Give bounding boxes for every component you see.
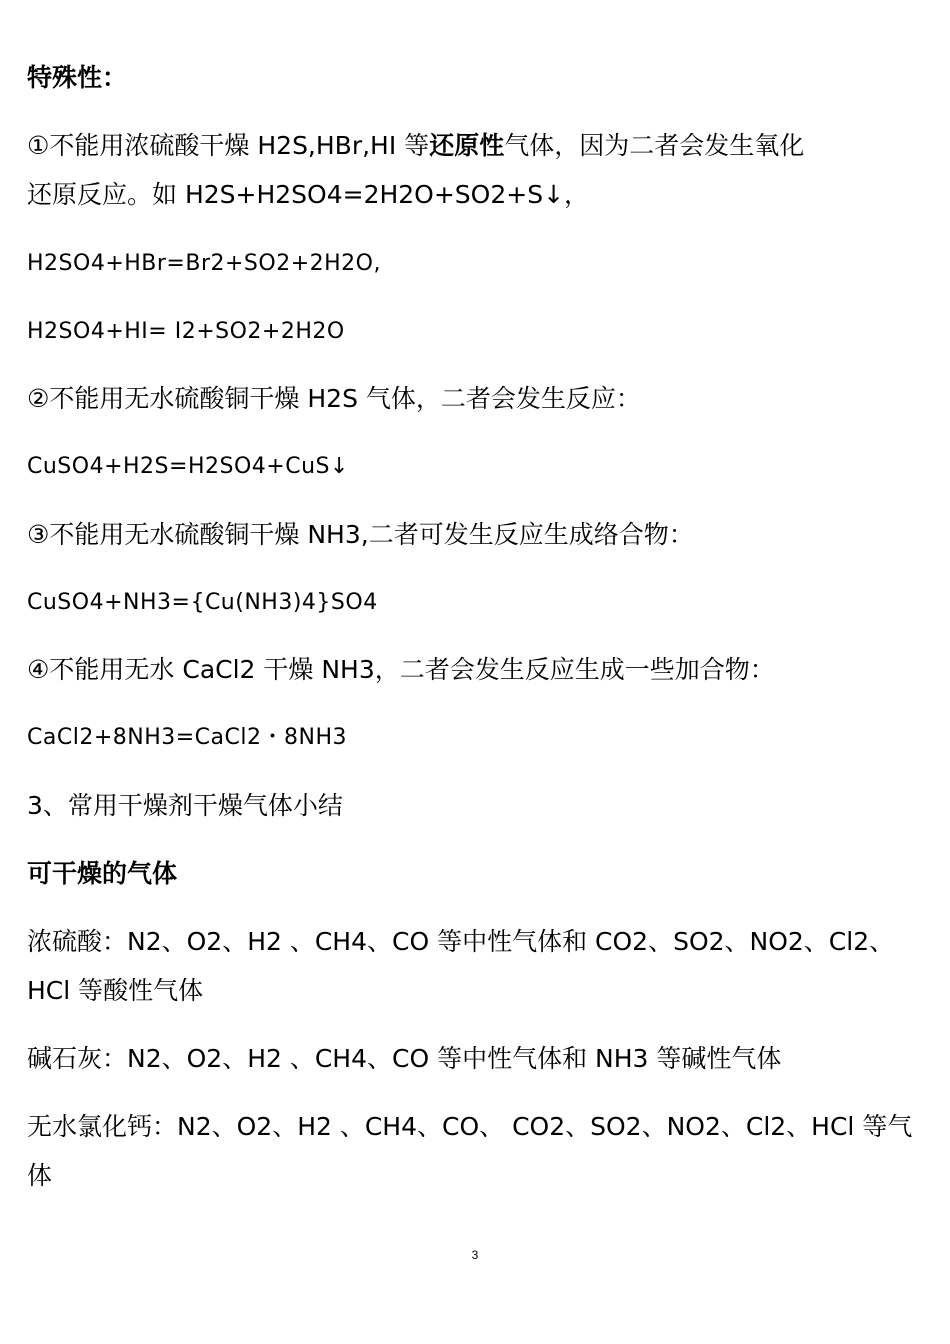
- item4-text: ④不能用无水 CaCl2 干燥 NH3，二者会发生反应生成一些加合物：: [27, 655, 775, 684]
- page-number: 3: [471, 1248, 479, 1262]
- item1-line1: [27, 131, 804, 161]
- conc-sulfuric-line2: HCl 等酸性气体: [27, 976, 204, 1005]
- anhydrous-cacl2-line2: 体: [27, 1161, 53, 1190]
- item1-text-post: 气体，因为二者会发生氧化: [504, 131, 805, 160]
- formula-complex: CuSO4+NH3={Cu(NH3)4}SO4: [27, 590, 378, 615]
- item3-text: ③不能用无水硫酸铜干燥 NH3,二者可发生反应生成络合物：: [27, 520, 694, 549]
- formula-hi: H2SO4+HI= I2+SO2+2H2O: [27, 319, 345, 344]
- item2-text: ②不能用无水硫酸铜干燥 H2S 气体，二者会发生反应：: [27, 384, 641, 413]
- formula-cus: CuSO4+H2S=H2SO4+CuS↓: [27, 454, 349, 479]
- section3-title: 3、常用干燥剂干燥气体小结: [27, 791, 343, 820]
- soda-lime-line: 碱石灰：N2、O2、H2 、CH4、CO 等中性气体和 NH3 等碱性气体: [27, 1044, 782, 1073]
- formula-cacl2: CaCl2+8NH3=CaCl2・8NH3: [27, 725, 347, 750]
- formula-hbr: H2SO4+HBr=Br2+SO2+2H2O,: [27, 251, 381, 276]
- heading-special-properties: 特殊性：: [27, 63, 128, 92]
- item1-bold-term: 还原性: [429, 131, 505, 160]
- anhydrous-cacl2-line1: 无水氯化钙：N2、O2、H2 、CH4、CO、 CO2、SO2、NO2、Cl2、HCl 等气: [27, 1112, 913, 1141]
- subheading-dryable-gases: 可干燥的气体: [27, 859, 178, 888]
- conc-sulfuric-line1: 浓硫酸：N2、O2、H2 、CH4、CO 等中性气体和 CO2、SO2、NO2、Cl2、: [27, 927, 895, 956]
- item1-line2: 还原反应。如 H2S+H2SO4=2H2O+SO2+S↓，: [27, 180, 590, 209]
- item1-text-pre: ①不能用浓硫酸干燥 H2S,HBr,HI 等: [27, 131, 430, 160]
